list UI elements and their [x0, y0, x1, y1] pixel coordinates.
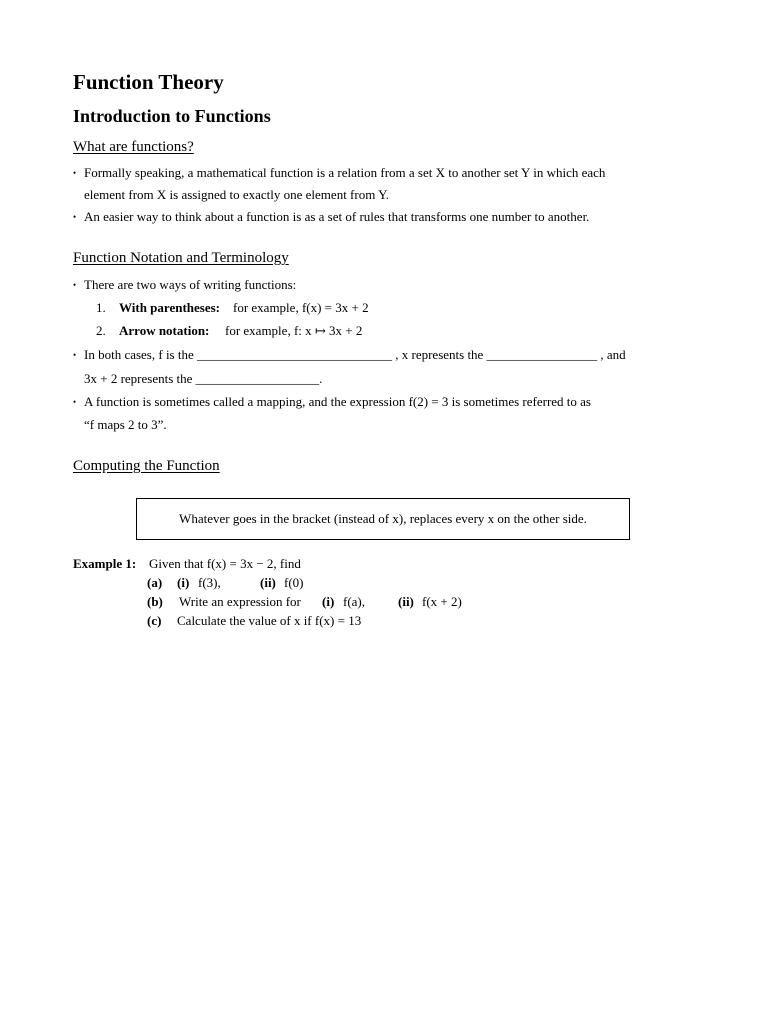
subpart-text: f(x + 2) — [422, 594, 462, 609]
subpart-text: f(3), — [198, 575, 221, 590]
bullet-icon: • — [73, 168, 77, 178]
list-item-label: Arrow notation: — [119, 323, 210, 338]
subpart-label: (i) — [322, 594, 335, 609]
bullet-icon: • — [73, 212, 77, 222]
section-heading-notation: Function Notation and Terminology — [73, 250, 289, 266]
section-heading-computing: Computing the Function — [73, 458, 220, 474]
document-subtitle: Introduction to Functions — [73, 106, 271, 126]
list-item-text: for example, f(x) = 3x + 2 — [233, 300, 369, 315]
example-text: Given that f(x) = 3x − 2, find — [149, 556, 301, 571]
list-item-label: With parentheses: — [119, 300, 220, 315]
part-label: (c) — [147, 613, 162, 628]
paragraph-line: “f maps 2 to 3”. — [84, 417, 167, 432]
subpart-text: f(0) — [284, 575, 304, 590]
part-label: (a) — [147, 575, 163, 590]
paragraph-line: 3x + 2 represents the ___________________. — [84, 371, 323, 386]
list-number: 1. — [96, 300, 106, 315]
part-text: Write an expression for — [179, 594, 301, 609]
section-heading-what-are-functions: What are functions? — [73, 139, 194, 155]
subpart-text: f(a), — [343, 594, 366, 609]
list-item-text: for example, f: x ↦ 3x + 2 — [225, 323, 363, 338]
paragraph-line: A function is sometimes called a mapping, and the expression f(2) = 3 is sometimes referred to as — [84, 394, 591, 409]
paragraph-line: An easier way to think about a function is as a set of rules that transforms one number to another. — [84, 209, 590, 224]
list-number: 2. — [96, 323, 106, 338]
subpart-label: (ii) — [260, 575, 276, 590]
bullet-icon: • — [73, 350, 77, 360]
part-label: (b) — [147, 594, 163, 609]
paragraph-line: In both cases, f is the ______________________________ , x represents the _________________ , and — [84, 347, 626, 362]
bullet-icon: • — [73, 280, 77, 290]
subpart-label: (i) — [177, 575, 190, 590]
paragraph-line: element from X is assigned to exactly one element from Y. — [84, 187, 390, 202]
key-rule-box — [136, 498, 630, 540]
document-title: Function Theory — [73, 70, 224, 94]
paragraph-line: There are two ways of writing functions: — [84, 277, 297, 292]
example-label: Example 1: — [73, 556, 137, 571]
key-rule-text: Whatever goes in the bracket (instead of x), replaces every x on the other side. — [179, 511, 587, 526]
subpart-label: (ii) — [398, 594, 414, 609]
part-text: Calculate the value of x if f(x) = 13 — [177, 613, 362, 628]
paragraph-line: Formally speaking, a mathematical function is a relation from a set X to another set Y in which each — [84, 165, 606, 180]
bullet-icon: • — [73, 397, 77, 407]
